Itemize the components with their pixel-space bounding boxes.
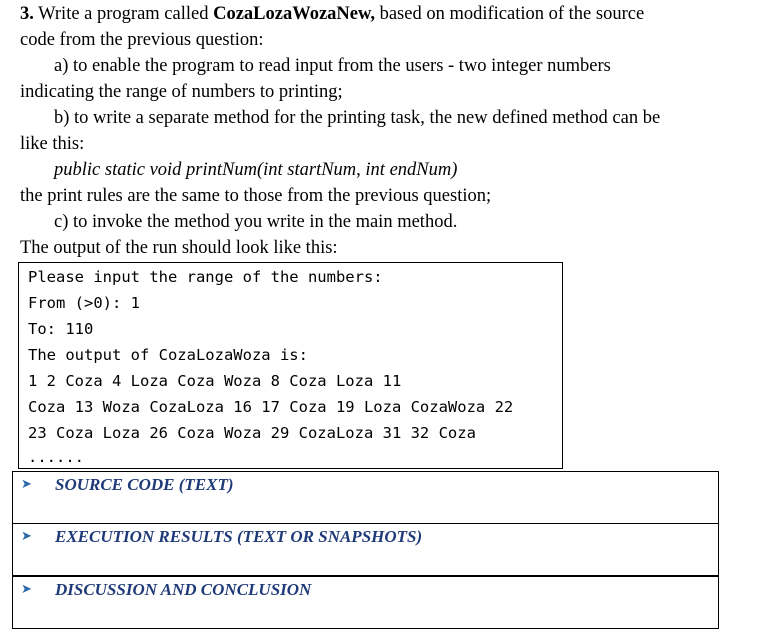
question-line-1 [20, 1, 644, 27]
part-b-line-2: like this: [20, 134, 85, 154]
method-signature: public static void printNum(int startNum, int endNum) [54, 160, 458, 180]
section-execution-results[interactable] [12, 523, 719, 576]
console-line: The output of CozaLozaWoza is: [28, 346, 308, 364]
question-intro-cont: based on modification of the source [379, 4, 645, 24]
output-intro: The output of the run should look like this: [20, 238, 338, 258]
question-number: 3. [20, 4, 34, 24]
question-intro: Write a program called [38, 4, 209, 24]
part-b-line-1: b) to write a separate method for the printing task, the new defined method can be [54, 108, 661, 128]
console-line: From (>0): 1 [28, 294, 140, 312]
console-line: Coza 13 Woza CozaLoza 16 17 Coza 19 Loza CozaWoza 22 [28, 398, 514, 416]
console-line-ellipsis: ...... [28, 448, 84, 466]
console-line: Please input the range of the numbers: [28, 268, 383, 286]
console-line: 23 Coza Loza 26 Coza Woza 29 CozaLoza 31 32 Coza [28, 424, 476, 442]
console-output-box [18, 262, 563, 469]
part-a-line-1: a) to enable the program to read input from the users - two integer numbers [54, 56, 611, 76]
rules-line: the print rules are the same to those from the previous question; [20, 186, 492, 206]
arrow-bullet-icon: ➤ [21, 582, 32, 597]
section-title: SOURCE CODE (TEXT) [55, 475, 234, 494]
section-title: EXECUTION RESULTS (TEXT OR SNAPSHOTS) [55, 527, 423, 546]
arrow-bullet-icon: ➤ [21, 529, 32, 544]
arrow-bullet-icon: ➤ [21, 477, 32, 492]
program-name: CozaLozaWozaNew, [213, 4, 375, 24]
part-c-line: c) to invoke the method you write in the main method. [54, 212, 458, 232]
question-line-2: code from the previous question: [20, 30, 264, 50]
section-source-code[interactable] [12, 471, 719, 524]
section-title: DISCUSSION AND CONCLUSION [55, 580, 312, 599]
console-line: To: 110 [28, 320, 94, 338]
part-a-line-2: indicating the range of numbers to printing; [20, 82, 343, 102]
console-line: 1 2 Coza 4 Loza Coza Woza 8 Coza Loza 11 [28, 372, 402, 390]
section-discussion[interactable] [12, 576, 719, 629]
